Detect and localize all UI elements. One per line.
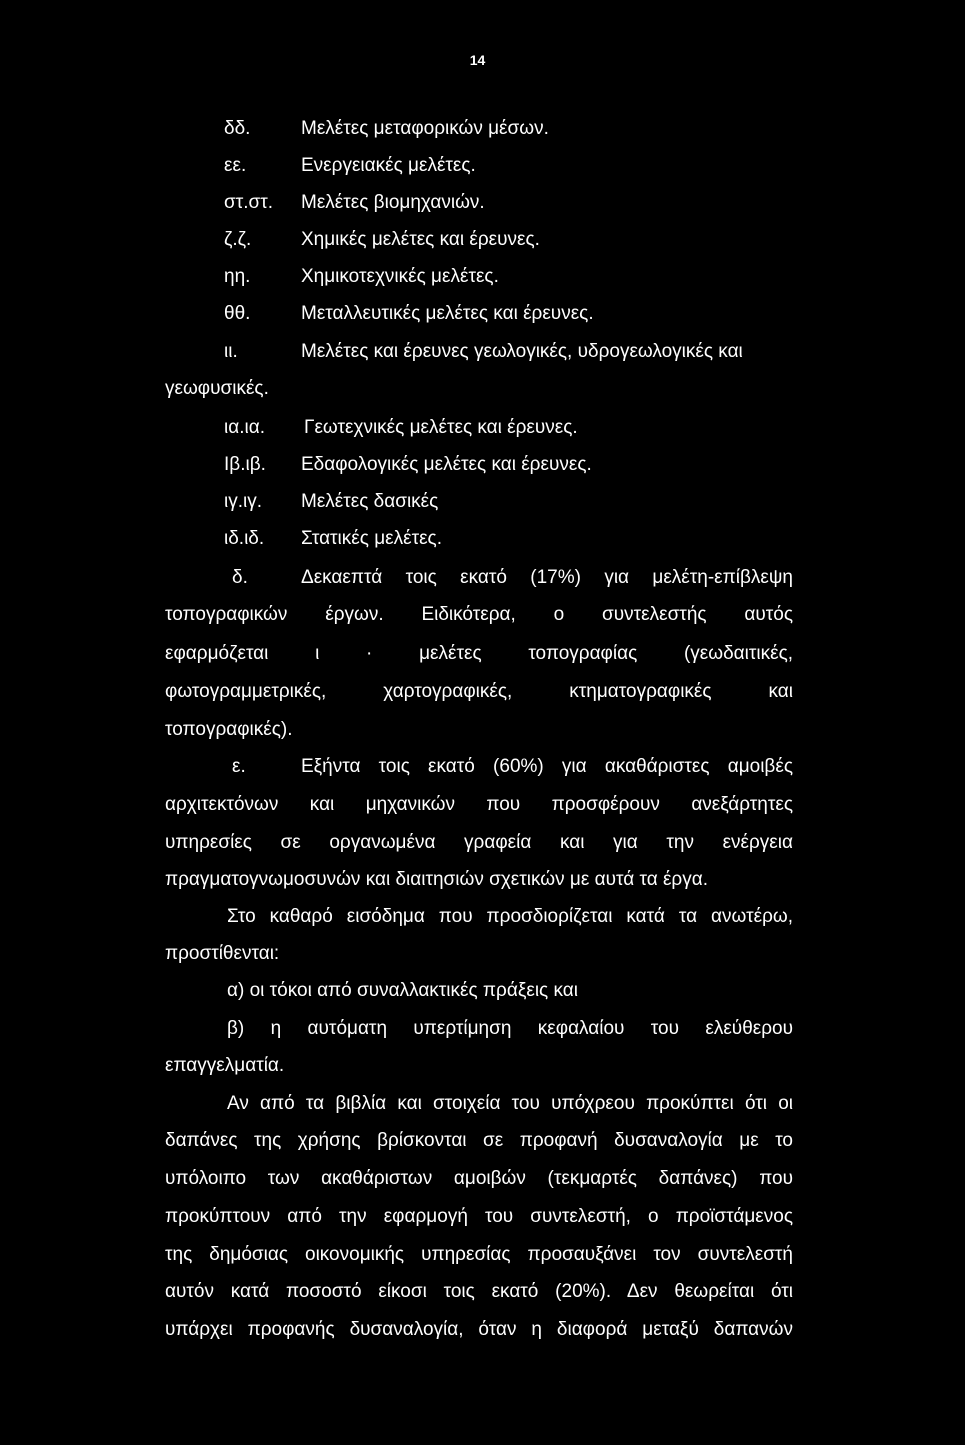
clause-line: αρχιτεκτόνων και μηχανικών που προσφέρουν ανεξάρτητες — [165, 794, 793, 815]
paragraph-line: υπάρχει προφανής δυσαναλογία, όταν η διαφορά μεταξύ δαπανών — [165, 1319, 793, 1340]
page-number: 14 — [469, 52, 486, 68]
list-item-text: Χημικοτεχνικές μελέτες. — [301, 266, 499, 287]
list-item-label: ια.ια. — [224, 417, 265, 438]
addition-line: α) οι τόκοι από συναλλακτικές πράξεις και — [227, 980, 578, 1001]
list-item-label: θθ. — [224, 303, 251, 324]
paragraph-line: Αν από τα βιβλία και στοιχεία του υπόχρεου προκύπτει ότι οι — [227, 1093, 793, 1114]
list-item-text: Εδαφολογικές μελέτες και έρευνες. — [301, 454, 592, 475]
list-item-label: στ.στ. — [224, 192, 274, 213]
clause-line: Εξήντα τοις εκατό (60%) για ακαθάριστες αμοιβές — [301, 756, 793, 777]
list-item-label: εε. — [224, 155, 247, 176]
clause-line: Δεκαεπτά τοις εκατό (17%) για μελέτη-επίβλεψη — [301, 567, 793, 588]
list-item-label: ιγ.ιγ. — [224, 491, 262, 512]
addition-line: β) η αυτόματη υπερτίμηση κεφαλαίου του ελεύθερου — [227, 1018, 793, 1039]
paragraph-line: Στο καθαρό εισόδημα που προσδιορίζεται κατά τα ανωτέρω, — [227, 906, 793, 927]
list-item-text: Μελέτες δασικές — [301, 491, 439, 512]
paragraph-line: δαπάνες της χρήσης βρίσκονται σε προφανή δυσαναλογία με το — [165, 1130, 793, 1151]
list-item-text: Μεταλλευτικές μελέτες και έρευνες. — [301, 303, 594, 324]
paragraph-line: υπόλοιπο των ακαθάριστων αμοιβών (τεκμαρτές δαπάνες) που — [165, 1168, 793, 1189]
clause-line: τοπογραφικές). — [165, 719, 293, 740]
clause-line: υπηρεσίες σε οργανωμένα γραφεία και για την ενέργεια — [165, 832, 793, 853]
list-item-text: Μελέτες μεταφορικών μέσων. — [301, 118, 549, 139]
list-item-label: ζ.ζ. — [224, 229, 252, 250]
list-item-text: Ενεργειακές μελέτες. — [301, 155, 476, 176]
list-item-text: Γεωτεχνικές μελέτες και έρευνες. — [304, 417, 578, 438]
list-item-text: Μελέτες βιομηχανιών. — [301, 192, 485, 213]
paragraph-line: αυτόν κατά ποσοστό είκοσι τοις εκατό (20%). Δεν θεωρείται ότι — [165, 1281, 793, 1302]
list-item-label: ηη. — [224, 266, 251, 287]
paragraph-line: της δημόσιας οικονομικής υπηρεσίας προσαυξάνει τον συντελεστή — [165, 1244, 793, 1265]
list-item-label: ιδ.ιδ. — [224, 528, 265, 549]
list-item-label: ιι. — [224, 341, 238, 362]
list-item-label: Ιβ.ιβ. — [224, 454, 266, 475]
clause-label: ε. — [232, 756, 246, 777]
paragraph-line: προκύπτουν από την εφαρμογή του συντελεστή, ο προϊστάμενος — [165, 1206, 793, 1227]
clause-line: φωτογραμμετρικές, χαρτογραφικές, κτηματογραφικές και — [165, 681, 793, 702]
clause-line: εφαρμόζεται ι · μελέτες τοπογραφίας (γεωδαιτικές, — [165, 643, 793, 664]
list-item-text: Μελέτες και έρευνες γεωλογικές, υδρογεωλογικές και — [301, 341, 743, 362]
addition-line: επαγγελματία. — [165, 1055, 285, 1076]
list-item-text: Χημικές μελέτες και έρευνες. — [301, 229, 540, 250]
list-item-text: Στατικές μελέτες. — [301, 528, 442, 549]
paragraph-line: προστίθενται: — [165, 943, 280, 964]
clause-label: δ. — [232, 567, 248, 588]
list-item-label: δδ. — [224, 118, 251, 139]
list-continuation: γεωφυσικές. — [165, 378, 269, 399]
clause-line: πραγματογνωμοσυνών και διαιτησιών σχετικών με αυτά τα έργα. — [165, 869, 708, 890]
clause-line: τοπογραφικών έργων. Ειδικότερα, ο συντελεστής αυτός — [165, 604, 793, 625]
